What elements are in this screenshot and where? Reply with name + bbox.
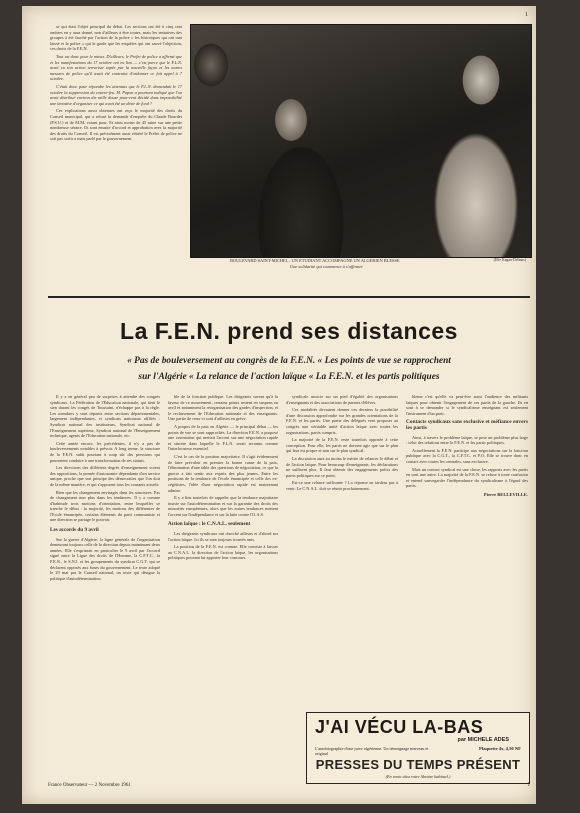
body-paragraph: Sur la guerre d'Algérie, la ligne générale de l'organisation demeurant toujours celle de la direction depuis maintenant deux années. Elle s'exprimait en particulier le 9 avril par l'accord signé entre la Ligue des droits de l'Homme, la C.F.T.C., la F.E.N., le S.N.I. et les groupements du syndicat C.G.T. qui se déclarent opposés aux bases du gouvernement. Le texte adopté le 29 mai par le Conseil national, un texte qui désigne la politique d'autodétermination. xyxy=(50,536,160,581)
corner-mark: 1 xyxy=(525,12,528,18)
ad-note: (En vente chez votre libraire habituel.) xyxy=(385,774,451,779)
body-paragraph: La majorité de la F.E.N. reste toutefois opposée à cette conception. Pour elle, les partis ne doivent agir que sur le plan qui leur est propre et non sur le plan syndical. xyxy=(286,437,398,454)
section-divider xyxy=(48,296,530,298)
body-paragraph: Ainsi, à travers le problème laïque, se pose un problème plus large : celui des relations entre la F.E.N. et les partis politiques. xyxy=(406,434,528,446)
body-paragraph: Les directions des différents degrés d'enseignement voient des oppositions, la pensée d'autonomie dépendante d'un service unique, proche que son principe des démocraties que l'on doit de la même manière, et qui s'opposent tous les courants actuels. xyxy=(50,465,160,487)
body-column-2 xyxy=(168,394,278,778)
section-subhead: Action laïque : le C.N.A.L. seulement xyxy=(168,521,251,528)
body-paragraph: Les dirigeants syndicaux ont cherché ailleurs et d'abord sur l'action laïque. Ici ils se sont toujours trouvés unis. xyxy=(168,531,278,542)
body-paragraph: Rien que les changement envisagés dans les structures. Pas de changement non plus dans les tendances. Il y a comme d'habitude trois motions d'orientation, entre lesquelles se tranche le débat : la majorité, les motions des différentes de l'Ecole émancipée, certains éléments du parti communiste et une direction se partage le pouvoir. xyxy=(50,489,160,523)
ad-title: J'AI VÉCU LA-BAS xyxy=(315,717,484,737)
body-paragraph: La position de la F.E.N. est connue. Elle consiste à laisser au C.N.A.L. la direction de l'action laïque, les organisations politiques pouvant lui apporter leur concours. xyxy=(168,544,278,561)
article-deck-line-2: sur l'Algérie « La relance de l'action laïque « La F.E.N. et les partis politiques xyxy=(138,372,440,382)
body-paragraph: Il y a en général peu de surprises à attendre des congrès syndicaux. La Fédération de l'Education nationale, qui tient le sien durant les congés de Toussaint, n'échappe pas à la règle. Les membres y sont répartis entre sections départementales, largement indépendantes, et syndicats nationaux affiliés : Syndicat national des instituteurs, Syndicat national de l'Enseignement supérieur, Syndicat national de l'Enseignement technique, agents de l'Education nationale, etc. xyxy=(50,394,160,439)
body-paragraph: Cette année encore, les précédentes, il n'y a pas de bouleversements notables à prévoir. A long terme, la structure de la F.E.N. subit pourtant à coup sûr des pressions qui pourraient conduire à une transformation de ses statuts. xyxy=(50,440,160,463)
ad-author: par MICHELE ADES xyxy=(457,737,509,743)
top-paragraph: Tout est donc pour le mieux. D'ailleurs, le Préfet de police a affirmé que et les manifestations du 17 octobre ont eu lieu — c'est parce que le F.L.N. avait vu son action terroriste sapée par la nouvelle façon et les autres mesures de police qu'il avait été contraint d'ordonner ce fait appel à 7 octobre. xyxy=(50,53,182,82)
body-column-4 xyxy=(406,394,528,706)
top-paragraph: C'était donc pour répondre les attentats que le F.L.N. demandait le 17 octobre la suppression du couvre-feu. M. Papon a pourtant indiqué que l'on avait distribué environ dix mille douze pour-cent décidé dans impossibilité une tentative d'organiser ce qui avait été un désir de fond ? xyxy=(50,83,182,106)
body-paragraph: Il y a lieu toutefois de rappeler que la tendance majoritaire insiste sur l'autodétermination et sur la garantie des droits des minorités européennes, alors que les autres tendances mettent l'accent sur l'indépendance et sur la lutte contre l'O.A.S. xyxy=(168,495,278,517)
top-paragraph: se qui était l'objet principal du débat. Les sections ont été à cinq cent ombres en y aura donné, non d'ailleurs à être toutes, mais les tentatives des groupes à été fauché par l'action de la police « les historiques qui ont tant laissé et la police » qui le garde que les enquêtes qui ont sauvé l'objection, ces droits de la F.E.N. xyxy=(50,24,182,52)
body-paragraph: ble de la fonction publique. Les dirigeants savent qu'à la faveur de ce mouvement, certains points restent en suspens en avril et notamment la réorganisation des grades d'inspection, et le reclassement de l'Education nationale et des enseignants. Une partie de ceux-ci sont d'ailleurs en grève. xyxy=(168,394,278,422)
section-subhead: Contacts syndicaux sans exclusive et méfiance envers les partis xyxy=(406,419,528,431)
body-column-3 xyxy=(286,394,398,706)
book-advertisement xyxy=(306,712,530,784)
footer-publication: France Observateur — 2 Novembre 1961 xyxy=(48,783,131,788)
body-column-1 xyxy=(50,394,160,778)
top-text-column xyxy=(50,24,182,286)
top-paragraph: Ces explications aussi obtenues ont reçu le majorité des droits du Conseil municipal, qui a refusé la demande d'enquête du Claude Bourdet (P.S.U.) et de M.M. votant pour. Et ainsi moins de 45 mine sur une petite nombreuse séance. Ils sont ensuite d'accord et approbation avec la majorité des droits du Conseil. Il est précisément aussi réitéré le Préfet de police ne soit pas sortir a mais parlé par le gouvernement. xyxy=(50,108,182,142)
ad-price: Plaquette 4x, 4,50 NF xyxy=(479,746,521,751)
body-paragraph: Est-ce une relance suffisante ? La réponse ne tardera pas à venir. Le C.N.A.L. doit se réunir prochainement. xyxy=(286,480,398,491)
body-paragraph: La discussion aura au moins le mérite de relancer le débat et de l'action laïque. Pour beaucoup d'enseignants, les déclarations ne suffisent plus. Il faut obtenir des engagements précis des partis politiques sur ce point. xyxy=(286,455,398,478)
body-paragraph: syndicale associe sur un pied d'égalité des organisations d'enseignants et des associations de parents d'élèves. xyxy=(286,394,398,405)
body-paragraph: Actuellement la F.E.N. participe aux négociations sur la fonction publique avec la C.G.T., la C.F.T.C. et F.O. Elle se trouve donc en contact avec toutes les centrales, sans exclusive. xyxy=(406,447,528,464)
ad-description: L'autobiographie d'une juive algérienne. Un témoignage nouveau et original xyxy=(315,746,429,757)
page-number: 7 xyxy=(527,783,530,788)
author-signature: Pierre BELLEVILLE. xyxy=(483,491,528,497)
body-paragraph: bleme c'est qu'elle va peut-être aussi l'audience des militants laïques pour obtenir l'engagement de ces partis de la gauche. Ils en sont à se demander si le syndicalisme enseignant est seulement l'instrument d'un parti. xyxy=(406,394,528,416)
ad-publisher: PRESSES DU TEMPS PRÉSENT xyxy=(315,757,521,772)
photo-caption-main: BOULEVARD SAINT-MICHEL : UN ETUDIANT ACCOMPAGNE UN ALGERIEN BLESSE xyxy=(230,258,400,263)
section-subhead: Les accords du 9 avril xyxy=(50,527,99,534)
newspaper-page xyxy=(22,6,536,804)
news-photo xyxy=(190,24,532,258)
article-deck-line-1: « Pas de bouleversement au congrès de la F.E.N. « Les points de vue se rapprochent xyxy=(127,356,451,366)
body-paragraph: C'est le cas de la position majoritaire. Il s'agit évidemment de faire prévaloir en premier la bonne cause de la paix, l'élimination d'une table des questions de négociation, ce que la guerre a fait sentir aux esprits des plus jeunes, Entre les positions de la tendance de l'école émancipée et celle des ex-cégétistes, l'idée d'une négociation rapide est maintenant admise. xyxy=(168,453,278,493)
body-paragraph: Mais un contact syndical est une chose, les rapports avec les partis en sont une autre. La majorité de la F.E.N. se refuse à toute confusion et entend sauvegarder l'indépendance du syndicalisme à l'égard des partis. xyxy=(406,466,528,489)
body-paragraph: A propos de la paix en Algérie — le principal débat — les points de vue se sont rapprochés. La direction F.E.N. a proposé une orientation qui mettait l'accent sur une négociation rapide et sincère dans laquelle le F.L.N. serait reconnu comme l'interlocuteur essentiel. xyxy=(168,423,278,452)
article-headline: La F.E.N. prend ses distances xyxy=(120,318,458,344)
body-paragraph: Ces modalités devraient donner ces derniers la possibilité d'une discussion approfondie sur les grandes orientations de la F.E.N. et les partis. Une partie des délégués veut proposer au congrès une véritable unité d'action laïque avec toutes les organisations, partis compris. xyxy=(286,407,398,435)
photo-subcaption: Une solidarité qui commence à s'affirmer xyxy=(290,264,364,269)
photo-credit: (Elie Kagan-Delmas) xyxy=(493,258,526,262)
